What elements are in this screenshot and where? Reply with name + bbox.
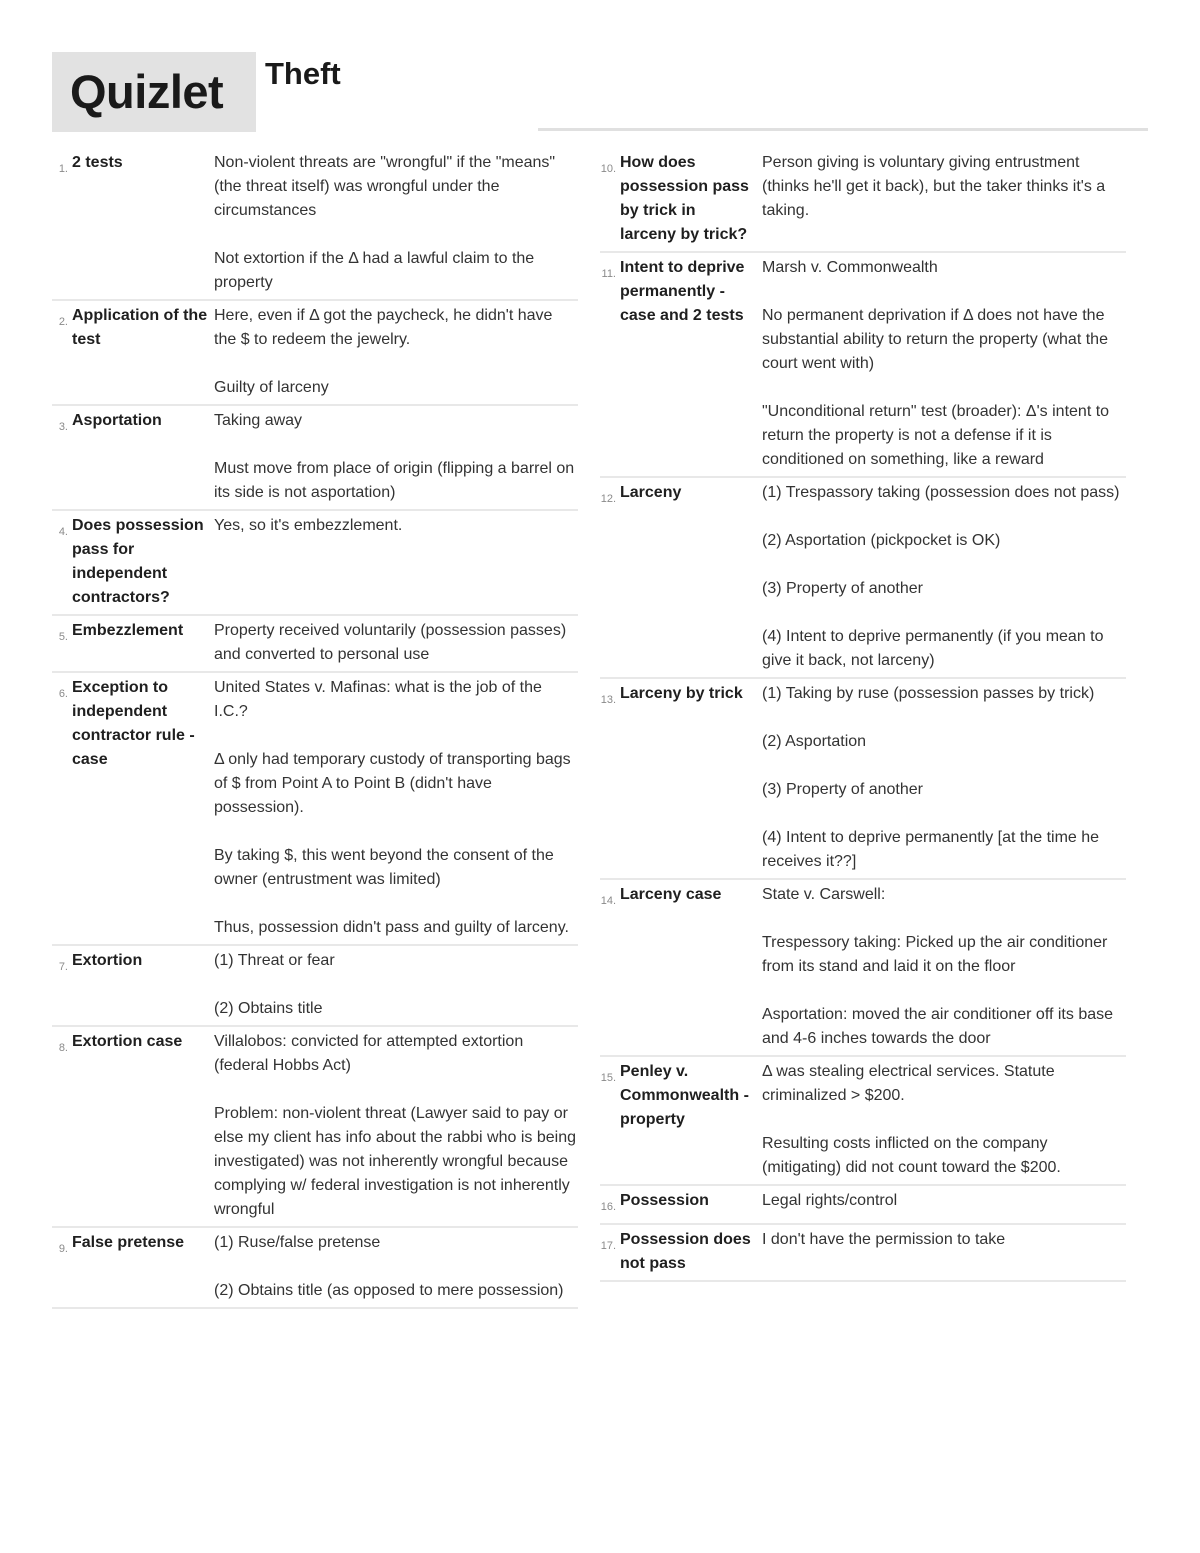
card-definition	[762, 481, 1126, 673]
definition-paragraph: (2) Obtains title (as opposed to mere possession)	[214, 1282, 564, 1299]
card-number: 14.	[600, 895, 616, 907]
card-term: Application of the test	[72, 307, 208, 348]
flashcard-row	[600, 253, 1126, 478]
card-definition	[214, 1231, 578, 1303]
card-term: Larceny by trick	[620, 685, 743, 702]
card-number: 11.	[601, 268, 616, 280]
flashcard-row	[52, 1228, 578, 1309]
flashcard-row	[600, 880, 1126, 1057]
right-column	[600, 148, 1126, 1282]
card-term: How does possession pass by trick in larceny by trick?	[620, 154, 749, 243]
card-term: Larceny	[620, 484, 682, 501]
card-term: False pretense	[72, 1234, 185, 1251]
definition-paragraph: (1) Ruse/false pretense	[214, 1234, 381, 1251]
definition-paragraph: Resulting costs inflicted on the company (mitigating) did not count toward the $200.	[762, 1135, 1061, 1176]
card-term: Extortion case	[72, 1033, 183, 1050]
definition-paragraph: Legal rights/control	[762, 1192, 898, 1209]
card-definition	[214, 514, 578, 610]
definition-paragraph: Trespessory taking: Picked up the air conditioner from its stand and laid it on the floor	[762, 934, 1108, 975]
definition-paragraph: Taking away	[214, 412, 303, 429]
card-definition	[214, 409, 578, 505]
definition-paragraph: (1) Threat or fear	[214, 952, 335, 969]
card-definition	[762, 256, 1126, 472]
flashcard-row	[52, 673, 578, 946]
definition-paragraph: (2) Obtains title	[214, 1000, 323, 1017]
flashcard-row	[52, 1027, 578, 1228]
logo-box	[52, 52, 256, 132]
definition-paragraph: (1) Taking by ruse (possession passes by trick)	[762, 685, 1095, 702]
card-definition	[762, 1189, 1126, 1219]
definition-paragraph: Δ was stealing electrical services. Statute criminalized > $200.	[762, 1063, 1055, 1104]
card-number: 16.	[600, 1201, 616, 1213]
flashcard-row	[600, 1186, 1126, 1225]
card-term: Asportation	[72, 412, 162, 429]
definition-paragraph: (2) Asportation (pickpocket is OK)	[762, 532, 1001, 549]
definition-paragraph: Here, even if Δ got the paycheck, he didn't have the $ to redeem the jewelry.	[214, 307, 553, 348]
card-definition	[762, 883, 1126, 1051]
flashcard-row	[600, 679, 1126, 880]
header-divider	[538, 128, 1148, 131]
card-definition	[214, 619, 578, 667]
definition-paragraph: (1) Trespassory taking (possession does not pass)	[762, 484, 1120, 501]
card-number: 2.	[58, 316, 68, 328]
card-term: Larceny case	[620, 886, 722, 903]
card-definition	[214, 949, 578, 1021]
card-definition	[762, 1060, 1126, 1180]
card-definition	[214, 676, 578, 940]
definition-paragraph: (3) Property of another	[762, 781, 923, 798]
card-definition	[214, 151, 578, 295]
flashcard-row	[52, 301, 578, 406]
definition-paragraph: Property received voluntarily (possession passes) and converted to personal use	[214, 622, 567, 663]
flashcard-row	[52, 511, 578, 616]
flashcard-row	[52, 148, 578, 301]
definition-paragraph: Asportation: moved the air conditioner off its base and 4-6 inches towards the door	[762, 1006, 1114, 1047]
header	[52, 52, 1148, 132]
card-definition	[214, 1030, 578, 1222]
quizlet-logo: Quizlet	[70, 65, 224, 118]
definition-paragraph: Thus, possession didn't pass and guilty of larceny.	[214, 919, 569, 936]
card-number: 12.	[600, 493, 616, 505]
definition-paragraph: Villalobos: convicted for attempted extortion (federal Hobbs Act)	[214, 1033, 524, 1074]
flashcard-row	[600, 148, 1126, 253]
definition-paragraph: Δ only had temporary custody of transporting bags of $ from Point A to Point B (didn't have possession).	[214, 751, 571, 816]
definition-paragraph: United States v. Mafinas: what is the job of the I.C.?	[214, 679, 542, 720]
definition-paragraph: Person giving is voluntary giving entrustment (thinks he'll get it back), but the taker thinks it's a taking.	[762, 154, 1106, 219]
definition-paragraph: Non-violent threats are "wrongful" if the "means" (the threat itself) was wrongful under the circumstances	[214, 154, 556, 219]
flashcard-row	[600, 1057, 1126, 1186]
flashcard-row	[52, 406, 578, 511]
left-column	[52, 148, 578, 1309]
definition-paragraph: Problem: non-violent threat (Lawyer said to pay or else my client has info about the rabbi who is being investigated) was not inherently wrongful because complying w/ federal investigation is not inherently wrongful	[214, 1105, 576, 1218]
card-term: Penley v. Commonwealth - property	[620, 1063, 749, 1128]
definition-paragraph: (3) Property of another	[762, 580, 923, 597]
definition-paragraph: Yes, so it's embezzlement.	[214, 517, 403, 534]
definition-paragraph: "Unconditional return" test (broader): Δ's intent to return the property is not a defense if it is conditioned on something, like a reward	[762, 403, 1110, 468]
card-term: Intent to deprive permanently - case and 2 tests	[620, 259, 745, 324]
definition-paragraph: (2) Asportation	[762, 733, 867, 750]
card-term: Embezzlement	[72, 622, 184, 639]
card-definition	[762, 682, 1126, 874]
definition-paragraph: State v. Carswell:	[762, 886, 886, 903]
page-title: Theft	[265, 56, 341, 91]
card-number: 13.	[600, 694, 616, 706]
card-term: Does possession pass for independent contractors?	[72, 517, 204, 606]
card-term: Extortion	[72, 952, 143, 969]
definition-paragraph: Not extortion if the Δ had a lawful claim to the property	[214, 250, 535, 291]
card-definition	[762, 151, 1126, 247]
definition-paragraph: Guilty of larceny	[214, 379, 329, 396]
card-number: 5.	[58, 631, 68, 643]
card-term: Possession does not pass	[620, 1231, 751, 1272]
card-number: 6.	[58, 688, 68, 700]
card-number: 4.	[58, 526, 68, 538]
card-number: 10.	[600, 163, 616, 175]
card-number: 17.	[600, 1240, 616, 1252]
card-term: Possession	[620, 1192, 709, 1209]
card-number: 3.	[58, 421, 68, 433]
card-definition	[214, 304, 578, 400]
definition-paragraph: Must move from place of origin (flipping a barrel on its side is not asportation)	[214, 460, 575, 501]
definition-paragraph: (4) Intent to deprive permanently [at the time he receives it??]	[762, 829, 1100, 870]
card-number: 8.	[58, 1042, 68, 1054]
flashcard-row	[52, 946, 578, 1027]
definition-paragraph: (4) Intent to deprive permanently (if you mean to give it back, not larceny)	[762, 628, 1104, 669]
flashcard-row	[52, 616, 578, 673]
card-number: 7.	[58, 961, 68, 973]
flashcard-row	[600, 1225, 1126, 1282]
definition-paragraph: No permanent deprivation if Δ does not have the substantial ability to return the property (what the court went with)	[762, 307, 1108, 372]
definition-paragraph: I don't have the permission to take	[762, 1231, 1006, 1248]
card-number: 1.	[58, 163, 68, 175]
card-definition	[762, 1228, 1126, 1276]
card-term: Exception to independent contractor rule - case	[72, 679, 195, 768]
card-number: 9.	[58, 1243, 68, 1255]
card-term: 2 tests	[72, 154, 123, 171]
card-number: 15.	[600, 1072, 616, 1084]
definition-paragraph: Marsh v. Commonwealth	[762, 259, 938, 276]
definition-paragraph: By taking $, this went beyond the consent of the owner (entrustment was limited)	[214, 847, 554, 888]
flashcard-row	[600, 478, 1126, 679]
